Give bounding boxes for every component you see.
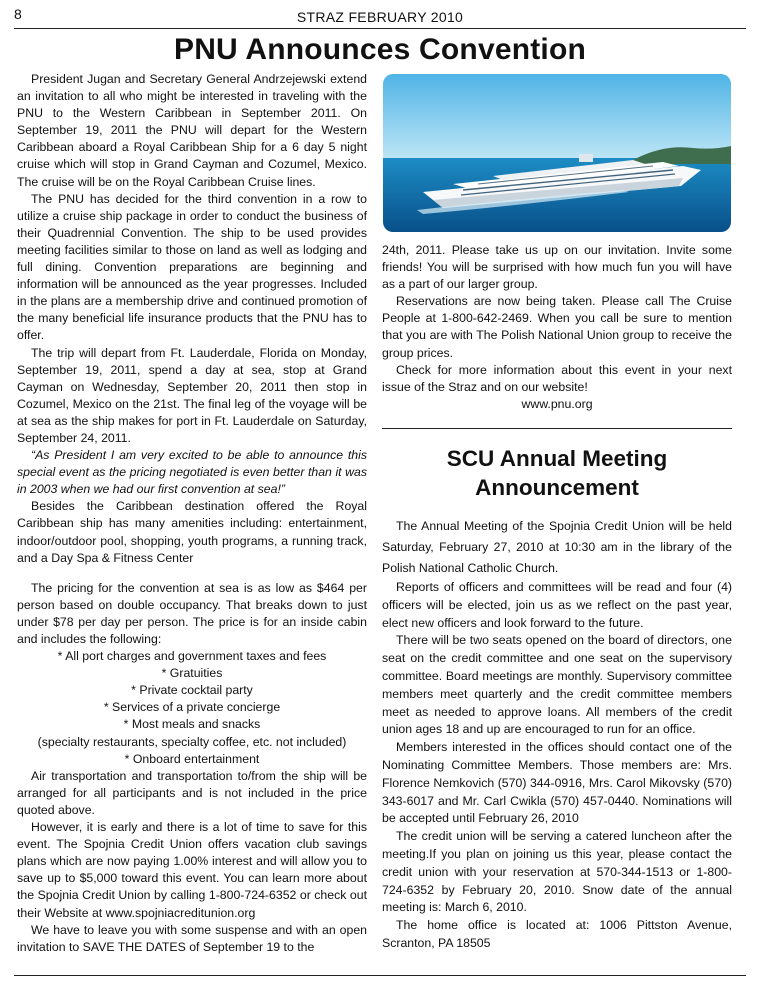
- includes-item: * Services of a private concierge: [103, 700, 281, 715]
- paragraph: Check for more information about this event in your next issue of the Straz and on our website!: [382, 362, 732, 394]
- paragraph: The Annual Meeting of the Spojnia Credit Union will be held Saturday, February 27, 2010 at 10:30 am in the library of the Polish National Catholic Church.: [382, 519, 732, 575]
- website-link[interactable]: www.pnu.org: [521, 396, 593, 411]
- includes-item: * Most meals and snacks: [123, 717, 261, 732]
- header-divider: [14, 28, 746, 29]
- includes-item: * Gratuities: [161, 666, 223, 681]
- paragraph: Air transportation and transportation to/from the ship will be arranged for all participants and is not included in the price quoted above.: [17, 768, 367, 817]
- scu-announcement-body: [382, 516, 732, 953]
- paragraph: There will be two seats opened on the board of directors, one seat on the credit committee and one seat on the supervisory committee. Board meetings are monthly. Supervisory committee members meet quarterly and the credit committee members meet as needed to approve loans. All members of the credit union ages 18 and up are encouraged to run for an office.: [382, 633, 732, 737]
- paragraph: However, it is early and there is a lot of time to save for this event. The Spojnia Credit Union offers vacation club savings plans which are now paying 1.00% interest and will allow you to save up to $5,000 toward this event. You can learn more about the Spojnia Credit Union by calling 1-800-724-6352 or check out their Website at www.spojniacreditunion.org: [17, 820, 367, 920]
- article-left-column: [17, 71, 367, 956]
- president-quote: “As President I am very excited to be able to announce this special event as the pricing negotiated is even better than it was in 2003 when we had our first convention at sea!”: [17, 448, 367, 497]
- includes-item: * Onboard entertainment: [124, 751, 260, 766]
- paragraph: The credit union will be serving a catered luncheon after the meeting.If you plan on joining us this year, please contact the credit union with your reservation at 570-344-1513 or 1-800-724-6352 by February 20, 2010. Snow date of the annual meeting is: March 6, 2010.: [382, 829, 732, 915]
- footer-divider: [14, 975, 746, 976]
- page-number: 8: [14, 6, 22, 22]
- paragraph: Reports of officers and committees will be read and four (4) officers will be elected, join us as we reflect on the past year, elect new officers and look forward to the future.: [382, 580, 732, 630]
- includes-item: * All port charges and government taxes and fees: [57, 649, 327, 664]
- paragraph: The pricing for the convention at sea is as low as $464 per person based on double occupancy. That breaks down to just under $78 per day per person. The price is for an inside cabin and includes the following:: [17, 580, 367, 646]
- paragraph: Besides the Caribbean destination offered the Royal Caribbean ship has many amenities including: entertainment, indoor/outdoor pool, shopping, youth programs, a running track, and a Day Spa & Fitness Center: [17, 499, 367, 565]
- section-title-line: Announcement: [475, 475, 639, 500]
- running-header: STRAZ FEBRUARY 2010: [296, 9, 464, 25]
- includes-item: (specialty restaurants, specialty coffee, etc. not included): [37, 734, 347, 749]
- includes-item: * Private cocktail party: [131, 683, 253, 698]
- paragraph: The PNU has decided for the third convention in a row to utilize a cruise ship package in order to conduct the business of their Quadrennial Convention. The ship to be used provides meeting facilities similar to those on land as well as lodging and full dining. Convention preparations are beginning and information will be announced as the year progresses. Included in the plans are a membership drive and continued promotion of the many beneficial life insurance products that the PNU has to offer.: [17, 191, 367, 343]
- article-right-column: [382, 242, 732, 413]
- paragraph: 24th, 2011. Please take us up on our invitation. Invite some friends! You will be surprised with how much fun you will have as a part of our larger group.: [382, 243, 732, 292]
- section-title-line: SCU Annual Meeting: [446, 446, 668, 471]
- paragraph: President Jugan and Secretary General Andrzejewski extend an invitation to all who might be interested in traveling with the PNU to the Western Caribbean in September 2011. On September 19, 2011 the PNU will depart for the Western Caribbean aboard a Royal Caribbean Ship for a 6 day 5 night cruise which will stop in Grand Cayman and Cozumel, Mexico. The cruise will be on the Royal Caribbean Cruise lines.: [17, 72, 367, 189]
- paragraph: The trip will depart from Ft. Lauderdale, Florida on Monday, September 19, 2011, spend a day at sea, stop at Grand Cayman on Wednesday, September 20, 2011 then stop in Cozumel, Mexico on the 21st. The final leg of the voyage will be at sea as the ship makes for port in Ft. Lauderdale on Saturday, September 24, 2011.: [17, 345, 367, 445]
- paragraph: Reservations are now being taken. Please call The Cruise People at 1-800-642-2469. When you call be sure to mention that you are with The Polish National Union group to receive the group prices.: [382, 294, 732, 360]
- article-title: PNU Announces Convention: [173, 33, 587, 66]
- paragraph: Members interested in the offices should contact one of the Nominating Committee Members. Those members are: Mrs. Florence Nemkovich (570) 344-0916, Mrs. Carol Mikovsky (570) 343-6017 and Mr. Carl Cwikla (570) 457-0440. Nominations will be accepted until February 26, 2010: [382, 740, 732, 826]
- paragraph: We have to leave you with some suspense and with an open invitation to SAVE THE DATES of September 19 to the: [17, 922, 367, 954]
- paragraph: The home office is located at: 1006 Pittston Avenue, Scranton, PA 18505: [382, 918, 732, 950]
- cruise-ship-photo: [383, 74, 731, 232]
- section-title: [382, 444, 732, 502]
- section-divider: [382, 428, 732, 429]
